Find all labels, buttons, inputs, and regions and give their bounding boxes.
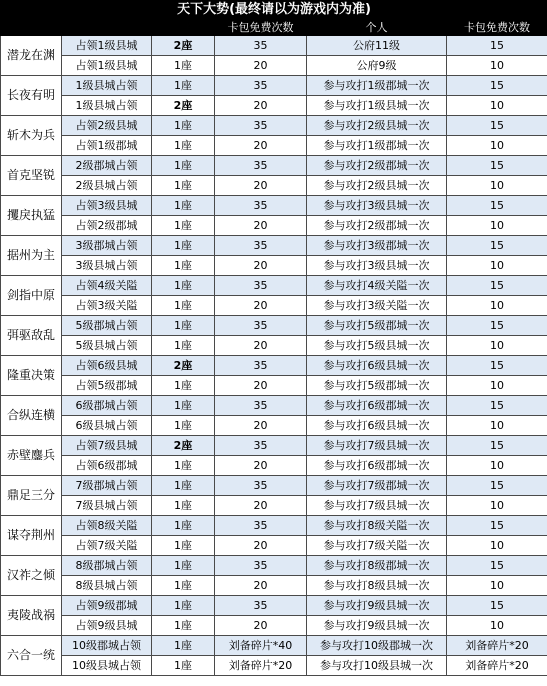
requirement-cell: 占领3级县城 (62, 196, 152, 216)
table-row (1, 516, 547, 536)
free-pack-2-cell: 刘备碎片*20 (447, 656, 547, 676)
table-row (1, 456, 547, 476)
requirement-cell: 占领2级郡城 (62, 216, 152, 236)
table-row (1, 496, 547, 516)
free-pack-2-cell: 15 (447, 276, 547, 296)
personal-cell: 公府9级 (307, 56, 447, 76)
free-pack-2-cell: 10 (447, 136, 547, 156)
personal-cell: 参与攻打6级县城一次 (307, 416, 447, 436)
stage-name: 谋夺荆州 (1, 516, 62, 556)
free-pack-cell: 20 (215, 216, 307, 236)
free-pack-2-cell: 15 (447, 236, 547, 256)
free-pack-2-cell: 10 (447, 256, 547, 276)
table-title-row (1, 1, 547, 20)
count-cell: 1座 (152, 216, 215, 236)
header-cell (1, 20, 62, 36)
table-row (1, 96, 547, 116)
table-row (1, 276, 547, 296)
table-row (1, 356, 547, 376)
free-pack-cell: 35 (215, 396, 307, 416)
free-pack-2-cell: 10 (447, 616, 547, 636)
free-pack-cell: 35 (215, 76, 307, 96)
free-pack-2-cell: 15 (447, 436, 547, 456)
stage-name: 弭驱敌乱 (1, 316, 62, 356)
header-free-count-2: 卡包免费次数 (447, 20, 547, 36)
table-row (1, 376, 547, 396)
personal-cell: 参与攻打3级郡城一次 (307, 236, 447, 256)
requirement-cell: 占领7级关隘 (62, 536, 152, 556)
table-row (1, 256, 547, 276)
requirement-cell: 1级县城占领 (62, 76, 152, 96)
requirement-cell: 占领9级郡城 (62, 596, 152, 616)
requirement-cell: 8级郡城占领 (62, 556, 152, 576)
free-pack-2-cell: 15 (447, 596, 547, 616)
table-row (1, 156, 547, 176)
personal-cell: 参与攻打7级县城一次 (307, 436, 447, 456)
stage-name: 夷陵战祸 (1, 596, 62, 636)
count-cell: 1座 (152, 656, 215, 676)
table-row (1, 336, 547, 356)
count-cell: 1座 (152, 156, 215, 176)
requirement-cell: 8级县城占领 (62, 576, 152, 596)
free-pack-cell: 20 (215, 336, 307, 356)
free-pack-cell: 35 (215, 436, 307, 456)
count-cell: 1座 (152, 456, 215, 476)
requirement-cell: 占领4级关隘 (62, 276, 152, 296)
count-cell: 2座 (152, 356, 215, 376)
personal-cell: 参与攻打2级郡城一次 (307, 216, 447, 236)
table-row (1, 296, 547, 316)
free-pack-2-cell: 15 (447, 156, 547, 176)
free-pack-2-cell: 15 (447, 516, 547, 536)
free-pack-cell: 20 (215, 456, 307, 476)
personal-cell: 参与攻打9级县城一次 (307, 596, 447, 616)
count-cell: 2座 (152, 96, 215, 116)
free-pack-cell: 刘备碎片*40 (215, 636, 307, 656)
free-pack-2-cell: 10 (447, 456, 547, 476)
personal-cell: 参与攻打2级郡城一次 (307, 156, 447, 176)
count-cell: 1座 (152, 636, 215, 656)
table-row (1, 596, 547, 616)
count-cell: 1座 (152, 416, 215, 436)
count-cell: 1座 (152, 116, 215, 136)
requirement-cell: 7级县城占领 (62, 496, 152, 516)
requirement-cell: 占领2级县城 (62, 116, 152, 136)
table-row (1, 116, 547, 136)
personal-cell: 参与攻打5级郡城一次 (307, 376, 447, 396)
personal-cell: 参与攻打2级县城一次 (307, 176, 447, 196)
free-pack-2-cell: 15 (447, 476, 547, 496)
free-pack-2-cell: 15 (447, 316, 547, 336)
free-pack-cell: 35 (215, 156, 307, 176)
count-cell: 1座 (152, 516, 215, 536)
stage-name: 据州为主 (1, 236, 62, 276)
requirement-cell: 占领6级郡城 (62, 456, 152, 476)
requirement-cell: 占领6级县城 (62, 356, 152, 376)
personal-cell: 参与攻打4级关隘一次 (307, 276, 447, 296)
free-pack-cell: 20 (215, 536, 307, 556)
requirement-cell: 占领7级县城 (62, 436, 152, 456)
requirement-cell: 2级郡城占领 (62, 156, 152, 176)
table-row (1, 236, 547, 256)
count-cell: 1座 (152, 276, 215, 296)
count-cell: 1座 (152, 236, 215, 256)
table-row (1, 616, 547, 636)
requirement-cell: 占领1级县城 (62, 36, 152, 56)
personal-cell: 参与攻打7级县城一次 (307, 496, 447, 516)
table-row (1, 216, 547, 236)
free-pack-cell: 35 (215, 596, 307, 616)
free-pack-2-cell: 10 (447, 576, 547, 596)
requirement-cell: 2级县城占领 (62, 176, 152, 196)
stage-name: 长夜有明 (1, 76, 62, 116)
free-pack-2-cell: 10 (447, 416, 547, 436)
personal-cell: 参与攻打6级县城一次 (307, 356, 447, 376)
personal-cell: 公府11级 (307, 36, 447, 56)
free-pack-2-cell: 10 (447, 376, 547, 396)
free-pack-2-cell: 10 (447, 176, 547, 196)
table-row (1, 136, 547, 156)
requirement-cell: 5级郡城占领 (62, 316, 152, 336)
stage-name: 赤壁鏖兵 (1, 436, 62, 476)
count-cell: 1座 (152, 596, 215, 616)
free-pack-cell: 20 (215, 616, 307, 636)
requirement-cell: 占领3级关隘 (62, 296, 152, 316)
requirement-cell: 3级郡城占领 (62, 236, 152, 256)
count-cell: 1座 (152, 136, 215, 156)
count-cell: 1座 (152, 316, 215, 336)
free-pack-2-cell: 15 (447, 76, 547, 96)
header-free-count: 卡包免费次数 (215, 20, 307, 36)
count-cell: 1座 (152, 296, 215, 316)
table-row (1, 36, 547, 56)
table-row (1, 176, 547, 196)
count-cell: 1座 (152, 336, 215, 356)
stage-name: 鼎足三分 (1, 476, 62, 516)
table-row (1, 76, 547, 96)
free-pack-cell: 35 (215, 236, 307, 256)
free-pack-cell: 20 (215, 136, 307, 156)
stage-name: 合纵连横 (1, 396, 62, 436)
free-pack-cell: 35 (215, 196, 307, 216)
stage-name: 汉祚之倾 (1, 556, 62, 596)
stage-name: 六合一统 (1, 636, 62, 676)
personal-cell: 参与攻打5级县城一次 (307, 336, 447, 356)
count-cell: 1座 (152, 176, 215, 196)
free-pack-2-cell: 10 (447, 96, 547, 116)
free-pack-cell: 35 (215, 276, 307, 296)
count-cell: 1座 (152, 496, 215, 516)
personal-cell: 参与攻打1级郡城一次 (307, 136, 447, 156)
count-cell: 1座 (152, 76, 215, 96)
table-title: 天下大势(最终请以为游戏内为准) (1, 1, 547, 20)
requirement-cell: 占领1级县城 (62, 56, 152, 76)
free-pack-cell: 20 (215, 256, 307, 276)
stage-name: 首克坚锐 (1, 156, 62, 196)
free-pack-cell: 35 (215, 356, 307, 376)
table-row (1, 656, 547, 676)
free-pack-2-cell: 10 (447, 296, 547, 316)
count-cell: 2座 (152, 36, 215, 56)
stage-name: 剑指中原 (1, 276, 62, 316)
personal-cell: 参与攻打6级郡城一次 (307, 456, 447, 476)
personal-cell: 参与攻打1级县城一次 (307, 96, 447, 116)
table-row (1, 56, 547, 76)
free-pack-cell: 20 (215, 296, 307, 316)
count-cell: 1座 (152, 476, 215, 496)
free-pack-cell: 刘备碎片*20 (215, 656, 307, 676)
count-cell: 1座 (152, 56, 215, 76)
header-cell (152, 20, 215, 36)
free-pack-2-cell: 10 (447, 496, 547, 516)
stage-name: 攫戾执猛 (1, 196, 62, 236)
free-pack-cell: 20 (215, 56, 307, 76)
requirement-cell: 10级郡城占领 (62, 636, 152, 656)
requirement-cell: 6级郡城占领 (62, 396, 152, 416)
table-row (1, 396, 547, 416)
personal-cell: 参与攻打7级郡城一次 (307, 476, 447, 496)
requirement-cell: 3级县城占领 (62, 256, 152, 276)
header-personal: 个人 (307, 20, 447, 36)
table-row (1, 416, 547, 436)
stage-name: 潜龙在渊 (1, 36, 62, 76)
requirement-cell: 占领5级郡城 (62, 376, 152, 396)
personal-cell: 参与攻打1级郡城一次 (307, 76, 447, 96)
table-row (1, 556, 547, 576)
free-pack-2-cell: 15 (447, 396, 547, 416)
requirement-cell: 占领9级县城 (62, 616, 152, 636)
table-row (1, 196, 547, 216)
free-pack-2-cell: 刘备碎片*20 (447, 636, 547, 656)
count-cell: 1座 (152, 196, 215, 216)
personal-cell: 参与攻打3级县城一次 (307, 196, 447, 216)
table-row (1, 316, 547, 336)
requirement-cell: 1级县城占领 (62, 96, 152, 116)
requirement-cell: 7级郡城占领 (62, 476, 152, 496)
stage-name: 隆重决策 (1, 356, 62, 396)
header-cell (62, 20, 152, 36)
count-cell: 1座 (152, 256, 215, 276)
free-pack-cell: 20 (215, 376, 307, 396)
free-pack-2-cell: 10 (447, 56, 547, 76)
personal-cell: 参与攻打2级县城一次 (307, 116, 447, 136)
personal-cell: 参与攻打3级关隘一次 (307, 296, 447, 316)
personal-cell: 参与攻打9级县城一次 (307, 616, 447, 636)
count-cell: 1座 (152, 396, 215, 416)
free-pack-2-cell: 15 (447, 36, 547, 56)
free-pack-2-cell: 15 (447, 196, 547, 216)
free-pack-2-cell: 10 (447, 536, 547, 556)
requirement-cell: 5级县城占领 (62, 336, 152, 356)
personal-cell: 参与攻打6级郡城一次 (307, 396, 447, 416)
count-cell: 1座 (152, 576, 215, 596)
table-row (1, 636, 547, 656)
table-row (1, 476, 547, 496)
free-pack-cell: 35 (215, 556, 307, 576)
requirement-cell: 10级县城占领 (62, 656, 152, 676)
count-cell: 1座 (152, 536, 215, 556)
free-pack-cell: 35 (215, 116, 307, 136)
personal-cell: 参与攻打10级郡城一次 (307, 636, 447, 656)
requirement-cell: 占领1级郡城 (62, 136, 152, 156)
free-pack-2-cell: 15 (447, 556, 547, 576)
personal-cell: 参与攻打3级县城一次 (307, 256, 447, 276)
personal-cell: 参与攻打5级郡城一次 (307, 316, 447, 336)
requirement-cell: 6级县城占领 (62, 416, 152, 436)
count-cell: 1座 (152, 616, 215, 636)
personal-cell: 参与攻打7级关隘一次 (307, 536, 447, 556)
count-cell: 1座 (152, 556, 215, 576)
free-pack-cell: 20 (215, 416, 307, 436)
personal-cell: 参与攻打8级关隘一次 (307, 516, 447, 536)
free-pack-cell: 20 (215, 496, 307, 516)
count-cell: 1座 (152, 376, 215, 396)
table-row (1, 576, 547, 596)
free-pack-cell: 20 (215, 576, 307, 596)
requirement-cell: 占领8级关隘 (62, 516, 152, 536)
free-pack-2-cell: 10 (447, 336, 547, 356)
free-pack-cell: 20 (215, 176, 307, 196)
free-pack-2-cell: 15 (447, 356, 547, 376)
table-row (1, 436, 547, 456)
table-header-row (1, 20, 547, 36)
free-pack-cell: 20 (215, 96, 307, 116)
personal-cell: 参与攻打10级县城一次 (307, 656, 447, 676)
personal-cell: 参与攻打8级县城一次 (307, 576, 447, 596)
table-row (1, 536, 547, 556)
free-pack-cell: 35 (215, 516, 307, 536)
free-pack-cell: 35 (215, 36, 307, 56)
count-cell: 2座 (152, 436, 215, 456)
stage-name: 斩木为兵 (1, 116, 62, 156)
free-pack-2-cell: 10 (447, 216, 547, 236)
free-pack-2-cell: 15 (447, 116, 547, 136)
personal-cell: 参与攻打8级郡城一次 (307, 556, 447, 576)
free-pack-cell: 35 (215, 476, 307, 496)
free-pack-cell: 35 (215, 316, 307, 336)
